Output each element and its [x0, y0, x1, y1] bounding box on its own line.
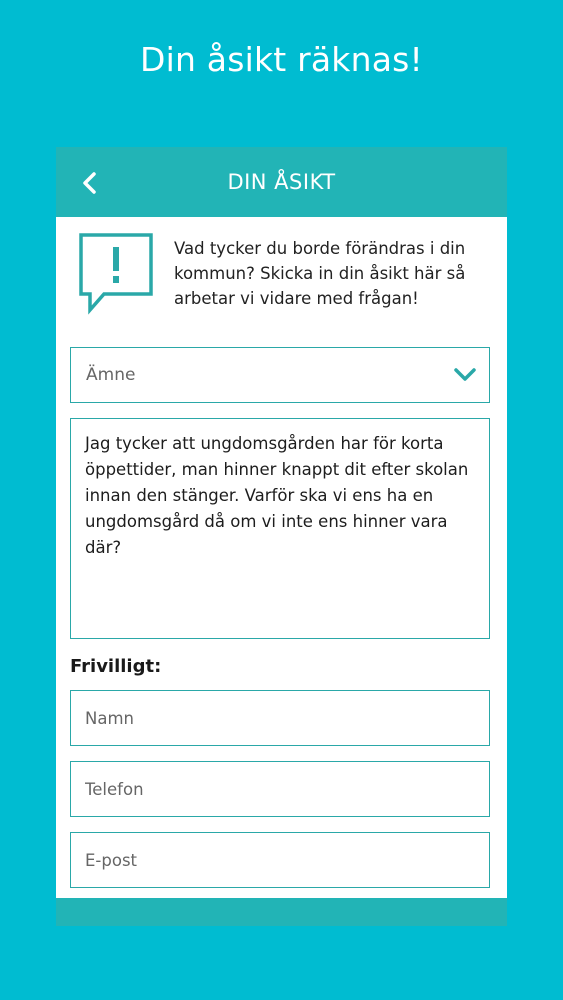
name-input[interactable]: [71, 691, 489, 745]
phone-input[interactable]: [71, 762, 489, 816]
page-title: DIN ÅSIKT: [227, 170, 336, 194]
chevron-down-icon: [453, 364, 477, 386]
phone-field-container: [70, 761, 490, 817]
optional-label: Frivilligt:: [70, 656, 162, 677]
name-field-container: [70, 690, 490, 746]
back-button[interactable]: [74, 167, 106, 199]
chevron-left-icon: [80, 171, 100, 195]
info-text: Vad tycker du borde förändras i din kommun? Skicka in din åsikt här så arbetar vi vidare med frågan!: [174, 239, 466, 308]
message-textarea[interactable]: Jag tycker att ungdomsgården har för korta öppettider, man hinner knappt dit efter skolan innan den stänger. Varför ska vi ens ha en ungdomsgård då om vi inte ens hinner vara där?: [70, 418, 490, 639]
email-input[interactable]: [71, 833, 489, 887]
speech-bubble-exclamation-icon: [78, 232, 154, 316]
app-screen: [56, 147, 507, 926]
footer-bar: [56, 898, 507, 926]
promo-title: Din åsikt räknas!: [140, 40, 423, 79]
subject-select[interactable]: [70, 347, 490, 403]
subject-label: Ämne: [86, 365, 136, 385]
app-header: [56, 147, 507, 217]
email-field-container: [70, 832, 490, 888]
